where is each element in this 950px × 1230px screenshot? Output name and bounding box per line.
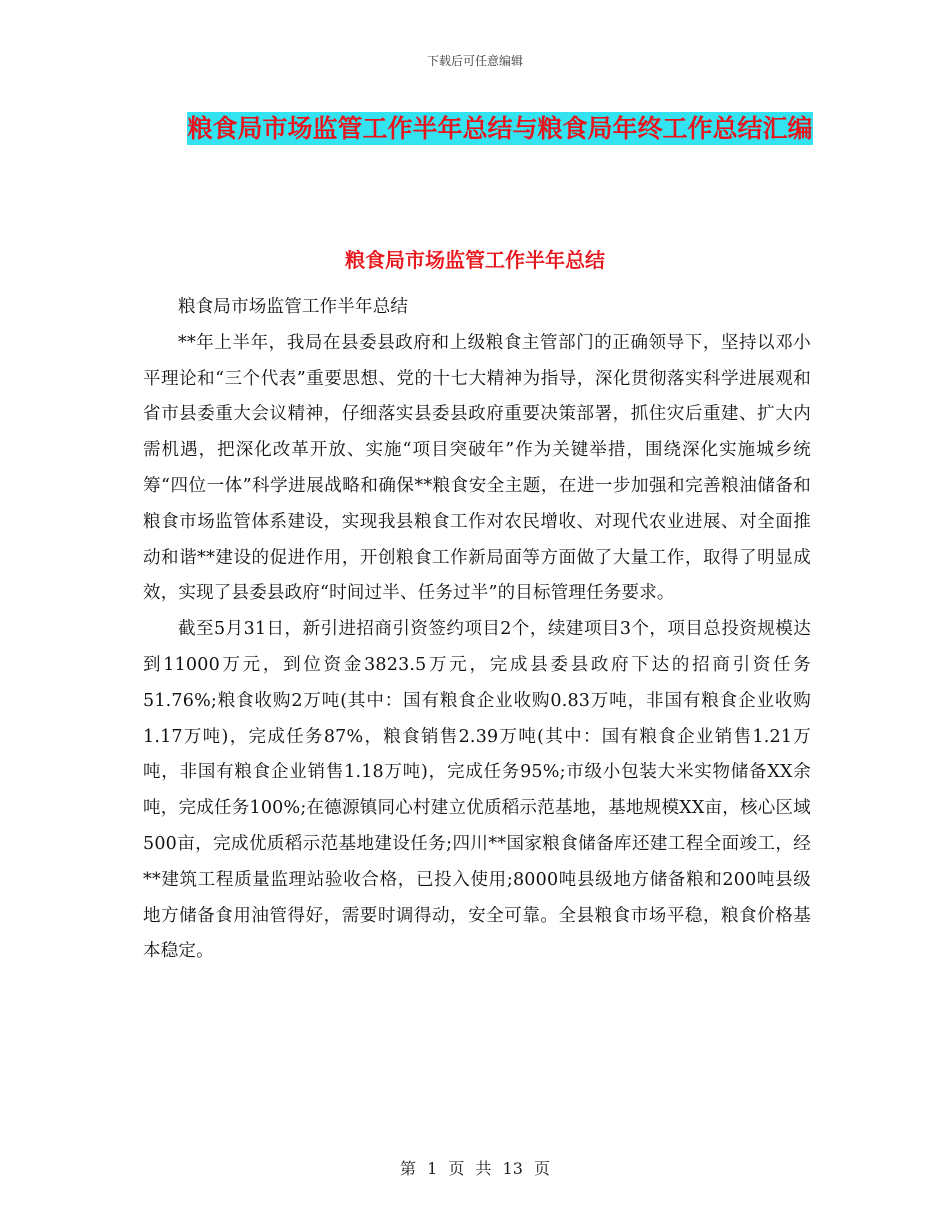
page-footer: 第 1 页 共 13 页 (400, 1159, 550, 1178)
paragraph: 截至5月31日，新引进招商引资签约项目2个，续建项目3个，项目总投资规模达到11000万元，到位资金3823.5万元，完成县委县政府下达的招商引资任务51.76%;粮食收购2万吨(其中：国有粮食企业收购0.83万吨，非国有粮食企业收购1.17万吨)，完成任务87%，粮食销售2.39万吨(其中：国有粮食企业销售1.21万吨，非国有粮食企业销售1.18万吨)，完成任务95%;市级小包装大米实物储备XX余吨，完成任务100%;在德源镇同心村建立优质稻示范基地，基地规模XX亩，核心区域500亩，完成优质稻示范基地建设任务;四川**国家粮食储备库还建工程全面竣工，经**建筑工程质量监理站验收合格，已投入使用;8000吨县级地方储备粮和200吨县级地方储备食用油管得好，需要时调得动，安全可靠。全县粮食市场平稳，粮食价格基本稳定。 (143, 619, 811, 962)
paragraph: **年上半年，我局在县委县政府和上级粮食主管部门的正确领导下，坚持以邓小平理论和“三个代表”重要思想、党的十七大精神为指导，深化贯彻落实科学进展观和省市县委重大会议精神，仔细落实县委县政府重要决策部署，抓住灾后重建、扩大内需机遇，把深化改革开放、实施“项目突破年”作为关键举措，围绕深化实施城乡统筹“四位一体”科学进展战略和确保**粮食安全主题，在进一步加强和完善粮油储备和粮食市场监管体系建设，实现我县粮食工作对农民增收、对现代农业进展、对全面推动和谐**建设的促进作用，开创粮食工作新局面等方面做了大量工作，取得了明显成效，实现了县委县政府“时间过半、任务过半”的目标管理任务要求。 (143, 332, 811, 604)
section-title: 粮食局市场监管工作半年总结 (345, 248, 605, 272)
page-header-note: 下载后可任意编辑 (426, 54, 523, 68)
document-title-text: 粮食局市场监管工作半年总结与粮食局年终工作总结汇编 (187, 114, 813, 143)
document-body (143, 290, 811, 970)
document-title (140, 108, 860, 150)
paragraph: 粮食局市场监管工作半年总结 (178, 297, 409, 317)
